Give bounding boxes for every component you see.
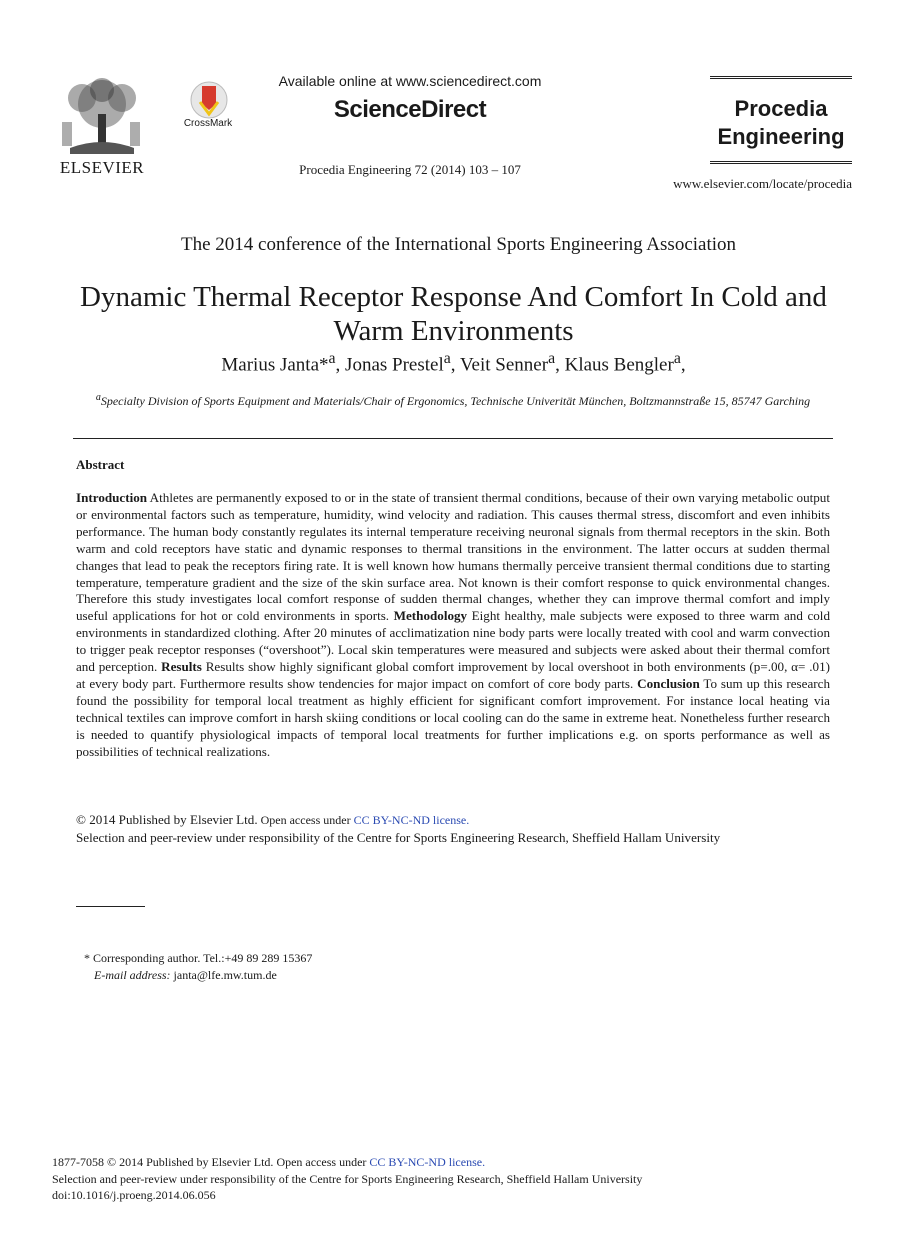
abstract-body <box>76 490 830 761</box>
author-separator: , <box>555 354 565 376</box>
copyright-text: © 2014 Published by Elsevier Ltd. <box>76 812 258 827</box>
open-access-text: Open access under <box>257 813 354 827</box>
corresponding-author: * Corresponding author. Tel.:+49 89 289 15367 <box>84 951 313 965</box>
author-affiliation-mark: a <box>548 350 556 367</box>
method-label: Methodology <box>393 608 468 624</box>
journal-name-line1: Procedia <box>734 96 828 121</box>
affiliation <box>78 389 828 410</box>
email-label: E-mail address: <box>94 968 171 982</box>
author-name: Jonas Prestel <box>345 354 444 376</box>
copyright-line <box>76 811 836 829</box>
issn-line <box>52 1154 812 1171</box>
author-affiliation-mark: a <box>328 350 336 367</box>
author-name: Marius Janta* <box>221 354 329 376</box>
journal-citation: Procedia Engineering 72 (2014) 103 – 107 <box>299 162 521 177</box>
author-affiliation-mark: a <box>443 350 451 367</box>
license-link[interactable]: CC BY-NC-ND license. <box>369 1155 486 1169</box>
affiliation-mark: a <box>95 392 101 403</box>
author-name: Veit Senner <box>459 354 549 376</box>
footnote <box>84 950 584 984</box>
journal-logo <box>710 95 852 151</box>
abstract-heading: Abstract <box>76 457 125 472</box>
peer-review-line: Selection and peer-review under responsibility of the Centre for Sports Engineering Research, Sheffield Hallam University <box>76 830 721 845</box>
results-label: Results <box>161 659 202 675</box>
footnote-divider <box>76 906 145 907</box>
article-title: Dynamic Thermal Receptor Response And Comfort In Cold and Warm Environments <box>80 281 827 347</box>
conclusion-label: Conclusion <box>637 675 700 691</box>
author-list <box>60 350 847 376</box>
author-separator: , <box>680 354 686 376</box>
email-line <box>84 967 584 984</box>
issn-text: 1877-7058 © 2014 Published by Elsevier Ltd. <box>52 1155 274 1169</box>
available-online-text[interactable]: Available online at www.sciencedirect.com <box>278 73 542 89</box>
intro-label: Introduction <box>76 490 148 505</box>
affiliation-text: Specialty Division of Sports Equipment and Materials/Chair of Ergonomics, Technische Univerität München, Boltzmannstraße 15, 85747 Garching <box>100 394 811 408</box>
sciencedirect-logo: ScienceDirect <box>333 96 487 123</box>
author-name: Klaus Bengler <box>564 354 674 376</box>
peer-review-line: Selection and peer-review under responsibility of the Centre for Sports Engineering Research, Sheffield Hallam University <box>52 1171 643 1186</box>
doi-link[interactable]: doi:10.1016/j.proeng.2014.06.056 <box>52 1188 216 1202</box>
email-address[interactable]: janta@lfe.mw.tum.de <box>170 968 277 982</box>
conference-name: The 2014 conference of the International Sports Engineering Association <box>180 234 737 255</box>
journal-name-line2: Engineering <box>717 124 845 149</box>
copyright-block <box>76 811 836 847</box>
intro-text: Athletes are permanently exposed to or in the state of transient thermal conditions, because of their own varying metabolic output or environmental factors such as temperature, humidity, wind velocity and radiation. This causes thermal stress, discomfort and even inhibits performance. The human body constantly regulates its internal temperature receiving neuronal signals from thermal receptors in the skin. Both warm and cold receptors have static and dynamic responses to thermal transitions in the environment. The latter occurs at sudden thermal changes that lead to peak the receptors firing rate. It is well known how humans thermally perceive transient thermal conditions due to starting temperature, temperature gradient and the size of the skin surface area. Not known is their comfort response to quick environmental changes. Therefore this study investigates local comfort response of sudden thermal changes, whether they can improve thermal comfort and imply useful applications for hot or cold environments in sports. <box>76 490 830 624</box>
results-text: Results show highly significant global comfort improvement by local overshoot in both environments (p=.00, α= .01) at every body part. Furthermore results show tendencies for major impact on comfort of core body parts. <box>76 659 830 691</box>
author-separator: , <box>450 354 460 376</box>
license-link[interactable]: CC BY-NC-ND license. <box>353 813 470 827</box>
header-divider <box>73 438 833 439</box>
journal-url-link[interactable]: www.elsevier.com/locate/procedia <box>673 176 852 191</box>
author-separator: , <box>335 354 346 376</box>
conclusion-text: To sum up this research found the possibility for temporal local treatment as highly efficient for significant comfort improvement. For instance local heating via technical textiles can improve comfort in harsh skiing conditions or local cooling can do the same in extreme heat. Nonetheless further research is needed to quantify physiological impacts of temporal local treatments for further implications e.g. on sports performance as well as possibilities of technical realizations. <box>76 675 830 759</box>
author-affiliation-mark: a <box>673 350 681 367</box>
page-footer <box>52 1154 812 1204</box>
open-access-text: Open access under <box>273 1155 370 1169</box>
publisher-name: ELSEVIER <box>59 158 145 177</box>
crossmark-label: CrossMark <box>183 118 233 129</box>
method-text: Eight healthy, male subjects were exposed to three warm and cold environments in standardized clothing. After 20 minutes of acclimatization nine body parts were locally treated with cool and warm convection to trigger peak receptor responses (“overshoot”). Local skin temperatures were measured and subjects were asked about their thermal comfort and perception. <box>76 608 830 675</box>
